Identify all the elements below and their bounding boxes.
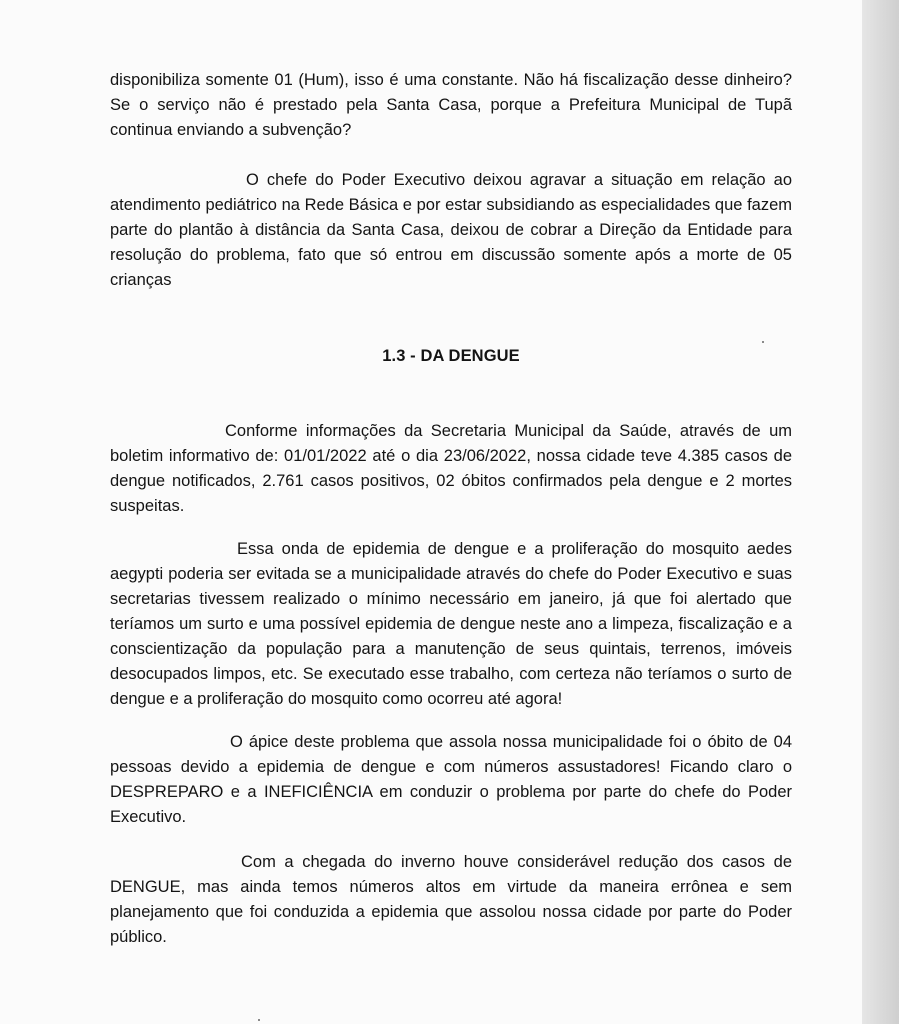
paragraph-inverno-reducao: Com a chegada do inverno houve considerável redução dos casos de DENGUE, mas ainda temos números altos em virtude da maneira errônea e sem planejamento que foi conduzida a epidemia que assolou nossa cidade por parte do Poder público. (110, 853, 792, 946)
page-edge-shadow (862, 0, 899, 1024)
speck-mark (258, 1019, 260, 1021)
paragraph-epidemia-evitavel: Essa onda de epidemia de dengue e a proliferação do mosquito aedes aegypti poderia ser evitada se a municipalidade através do chefe do Poder Executivo e suas secretarias tivessem realizado o mínimo necessário em janeiro, já que foi alertado que teríamos um surto e uma possível epidemia de dengue neste ano a limpeza, fiscalização e a conscientização da população para a manutenção de seus quintais, terrenos, imóveis desocupados limpos, etc. Se executado esse trabalho, com certeza não teríamos o surto de dengue e a proliferação do mosquito como ocorreu até agora! (110, 540, 792, 708)
section-heading: 1.3 - DA DENGUE (382, 347, 520, 365)
document-body (110, 68, 792, 950)
speck-mark (762, 341, 764, 343)
paragraph-subvencao: disponibiliza somente 01 (Hum), isso é uma constante. Não há fiscalização desse dinheiro? Se o serviço não é prestado pela Santa Casa, porque a Prefeitura Municipal de Tupã continua enviando a subvenção? (110, 71, 792, 139)
paragraph-atendimento-pediatrico: O chefe do Poder Executivo deixou agravar a situação em relação ao atendimento pediátrico na Rede Básica e por estar subsidiando as especialidades que fazem parte do plantão à distância da Santa Casa, deixou de cobrar a Direção da Entidade para resolução do problema, fato que só entrou em discussão somente após a morte de 05 crianças (110, 171, 792, 289)
paragraph-apice-problema: O ápice deste problema que assola nossa municipalidade foi o óbito de 04 pessoas devido a epidemia de dengue e com números assustadores! Ficando claro o DESPREPARO e a INEFICIÊNCIA em conduzir o problema por parte do chefe do Poder Executivo. (110, 733, 792, 826)
paragraph-boletim-dengue: Conforme informações da Secretaria Municipal da Saúde, através de um boletim informativo de: 01/01/2022 até o dia 23/06/2022, nossa cidade teve 4.385 casos de dengue notificados, 2.761 casos positivos, 02 óbitos confirmados pela dengue e 2 mortes suspeitas. (110, 422, 792, 515)
